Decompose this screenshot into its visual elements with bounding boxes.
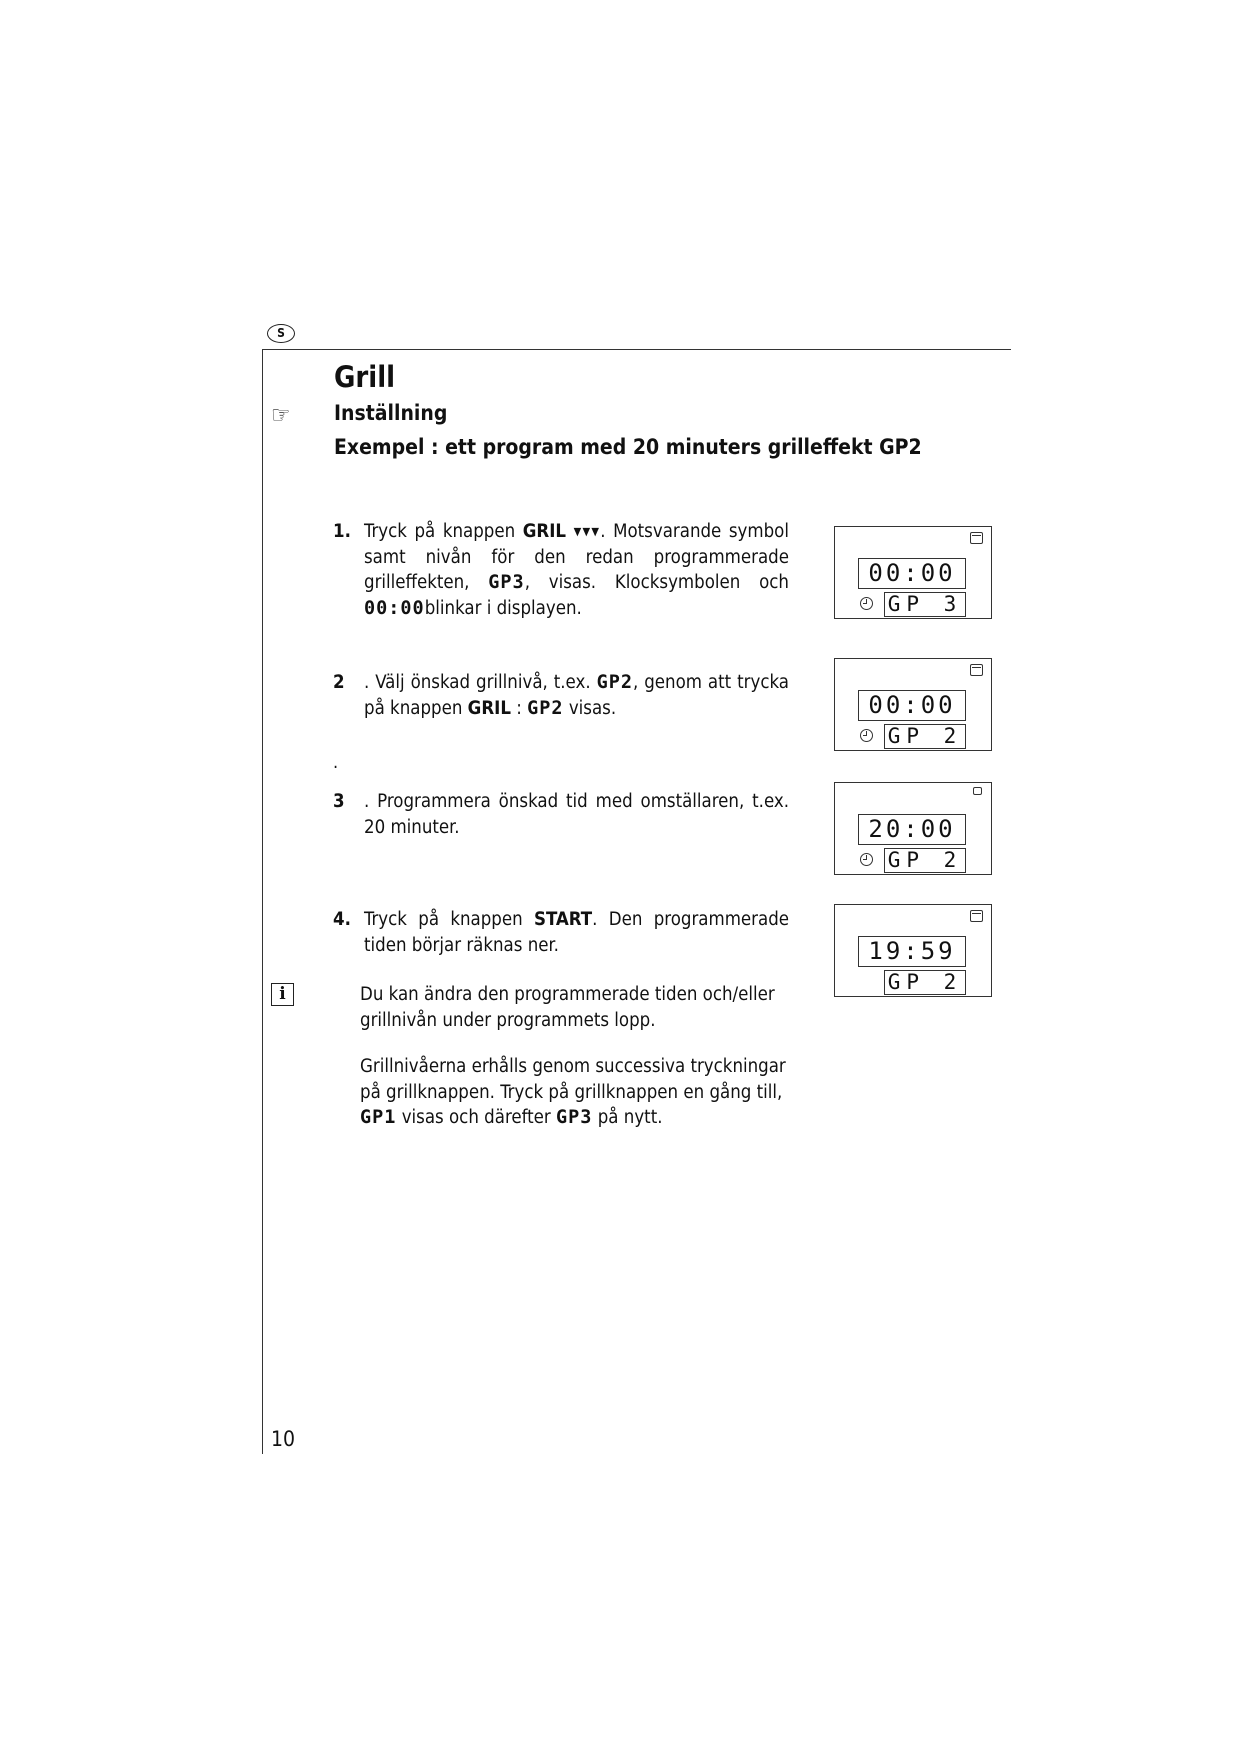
- display-code: GP2: [527, 697, 564, 719]
- display-panel-1: [834, 526, 992, 619]
- display-level: GP 2: [884, 848, 966, 873]
- step-text: . Programmera önskad tid med omställaren, t.ex. 20 minuter.: [364, 791, 789, 838]
- stray-dot: .: [333, 752, 339, 773]
- step-3: [333, 789, 789, 840]
- oven-icon: [970, 532, 983, 544]
- display-code: GP1: [360, 1107, 397, 1128]
- display-time: 20:00: [858, 814, 966, 845]
- display-panel-2: [834, 658, 992, 751]
- start-key-label: START: [534, 909, 593, 930]
- display-level: GP 3: [884, 592, 966, 617]
- step-2: [333, 670, 789, 721]
- step-4: [333, 907, 789, 958]
- display-level: GP 2: [884, 724, 966, 749]
- clock-icon: [860, 853, 873, 866]
- section-subtitle: Inställning: [334, 401, 448, 425]
- clock-icon: [860, 729, 873, 742]
- display-time: 00:00: [858, 558, 966, 589]
- display-panel-3: [834, 782, 992, 875]
- info-note-1: Du kan ändra den programmerade tiden och/eller grillnivån under programmets lopp.: [360, 984, 775, 1031]
- oven-icon: [970, 910, 983, 922]
- step-number: 3: [333, 791, 345, 812]
- info-icon: i: [271, 983, 294, 1006]
- step-number: 2: [333, 672, 345, 693]
- info-note-2: Grillnivåerna erhålls genom successiva tryckningar på grillknappen. Tryck på grillknappen en gång till, GP1 visas och därefter GP3 på nytt.: [360, 1056, 786, 1128]
- page-number: 10: [271, 1427, 296, 1451]
- display-panel-4: [834, 904, 992, 997]
- display-code: GP3: [556, 1107, 593, 1128]
- step-text: Tryck på knappen START. Den programmerade tiden börjar räknas ner.: [364, 909, 790, 956]
- gril-key-label: GRIL: [467, 697, 511, 719]
- step-1: [333, 519, 789, 621]
- step-text: . Välj önskad grillnivå, t.ex. GP2, genom att trycka på knappen GRIL : GP2 visas.: [364, 672, 789, 719]
- language-badge: S: [267, 324, 295, 343]
- gril-key-label: GRIL: [522, 521, 566, 542]
- example-heading: Exempel : ett program med 20 minuters grilleffekt GP2: [334, 435, 922, 459]
- grill-symbol-icon: ▼▼▼: [573, 525, 601, 538]
- display-time: 00:00: [858, 690, 966, 721]
- display-code: GP2: [596, 672, 633, 693]
- margin-rule: [262, 349, 263, 1454]
- oven-icon: [973, 787, 982, 795]
- display-level: GP 2: [884, 970, 966, 995]
- oven-icon: [970, 664, 983, 676]
- page-title: Grill: [334, 360, 396, 394]
- header-rule: [262, 349, 1011, 350]
- step-number: 1.: [333, 521, 351, 542]
- clock-icon: [860, 597, 873, 610]
- pointing-hand-icon: ☞: [271, 401, 291, 429]
- display-code: 00:00: [364, 597, 425, 619]
- step-text: Tryck på knappen GRIL ▼▼▼. Motsvarande symbol samt nivån för den redan programmerade grilleffekten, GP3, visas. Klocksymbolen och 00:00blinkar i displayen.: [364, 521, 789, 619]
- step-number: 4.: [333, 909, 351, 930]
- display-time: 19:59: [858, 936, 966, 967]
- display-code: GP3: [488, 572, 525, 593]
